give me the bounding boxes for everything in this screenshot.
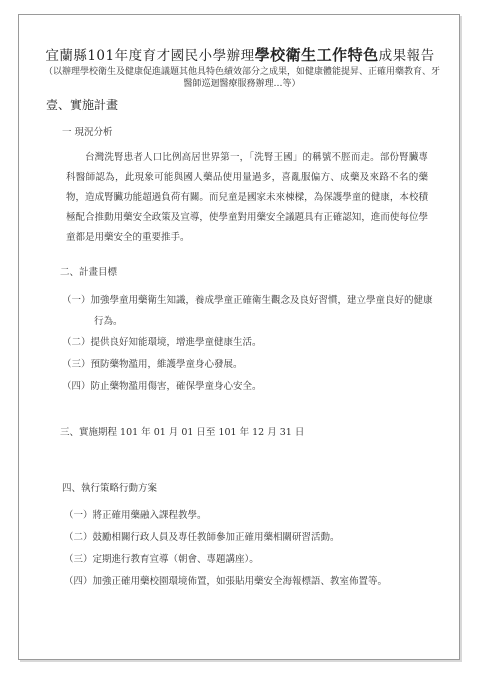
heading-action-plan: 四、執行策略行動方案 — [62, 483, 158, 494]
document-subtitle: （以辦理學校衛生及健康促進議題其他具特色績效部分之成果，如健康體能提昇、正確用藥教育、牙醫師巡迴醫療服務辦理…等） — [43, 67, 440, 89]
goal-item: （二）提供良好知能環境，增進學童健康生活。 — [62, 337, 262, 348]
goal-item-continued: 行為。 — [94, 316, 123, 327]
title-suffix: 成果報告 — [378, 48, 435, 64]
goal-item: （三）預防藥物濫用，維護學童身心發展。 — [62, 359, 243, 370]
document-title — [0, 44, 480, 65]
goal-item: （一）加強學童用藥衛生知識，養成學童正確衛生觀念及良好習慣，建立學童良好的健康 — [62, 295, 433, 306]
action-item: （三）定期進行教育宣導（朝會、專題講座）。 — [64, 554, 259, 565]
goal-item: （四）防止藥物濫用傷害，確保學童身心安全。 — [62, 381, 262, 392]
action-item: （二）鼓勵相關行政人員及專任教師參加正確用藥相關研習活動。 — [64, 532, 340, 543]
action-item: （四）加強正確用藥校園環境佈置，如張貼用藥安全海報標語、教室佈置等。 — [64, 576, 388, 587]
title-prefix: 宜蘭縣101年度育才國民小學辦理 — [45, 48, 255, 64]
section-heading-plan: 壹、實施計畫 — [46, 98, 119, 112]
heading-schedule: 三、實施期程 101 年 01 月 01 日至 101 年 12 月 31 日 — [60, 427, 305, 438]
heading-situation-analysis: 一 現況分析 — [62, 127, 113, 138]
action-item: （一）將正確用藥融入課程教學。 — [64, 510, 207, 521]
heading-plan-goals: 二、計畫目標 — [60, 267, 118, 278]
title-bold: 學校衛生工作特色 — [254, 46, 379, 64]
situation-paragraph: 台灣洗腎患者人口比例高居世界第一，「洗腎王國」的稱號不脛而走。部份腎臟專科醫師認為，此現象可能與國人藥品使用量過多，喜亂服偏方、成藥及來路不名的藥物，造成腎臟功能超過負荷有關。而兒童是國家未來棟樑，為保護學童的健康，本校積極配合推動用藥安全政策及宣導，使學童對用藥安全議題具有正確認知，進而使每位學童都是用藥安全的重要推手。 — [66, 152, 428, 243]
